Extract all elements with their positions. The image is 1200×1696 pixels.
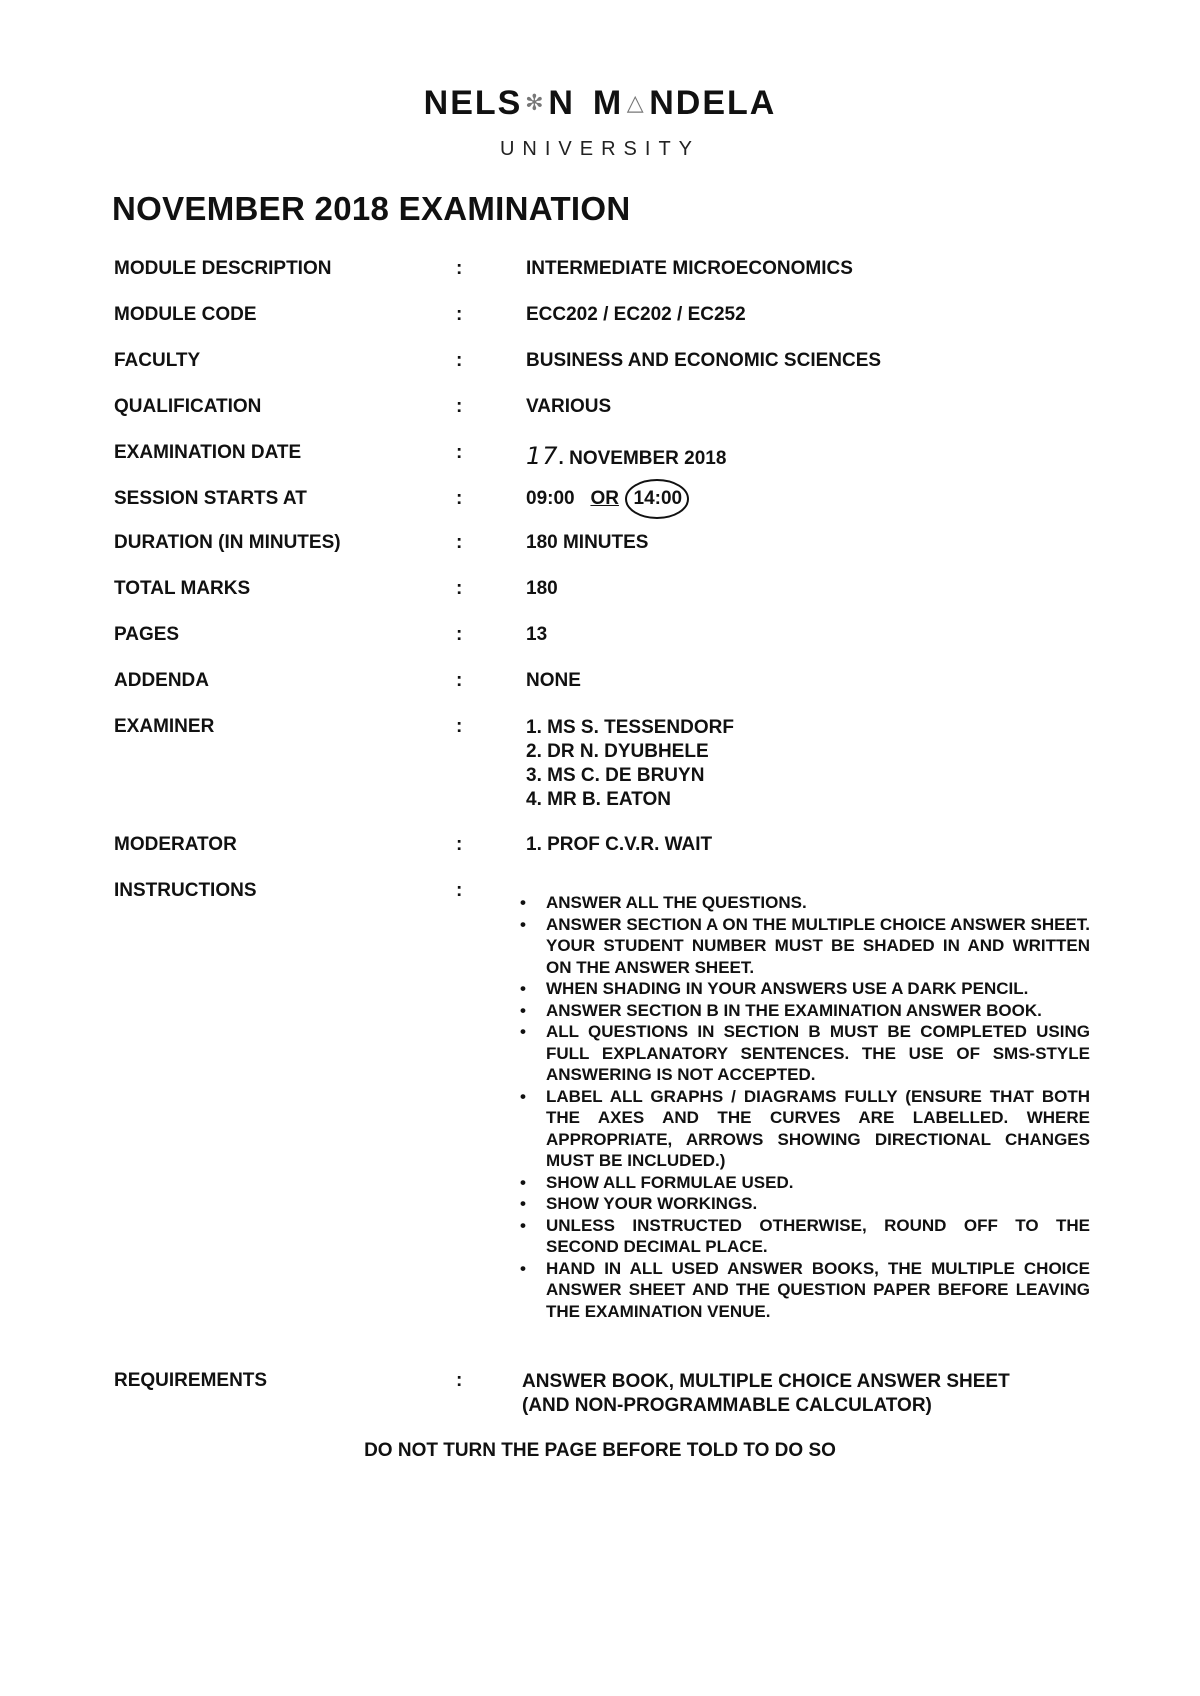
instruction-text: ANSWER SECTION A ON THE MULTIPLE CHOICE ANSWER SHEET. YOUR STUDENT NUMBER MUST BE SHADED IN AND WRITTEN ON THE ANSWER SHEET. bbox=[546, 914, 1090, 977]
addenda-label: ADDENDA bbox=[114, 670, 209, 691]
qualification-value: VARIOUS bbox=[526, 396, 612, 417]
triangle-emblem-icon: △ bbox=[626, 90, 646, 115]
faculty-value: BUSINESS AND ECONOMIC SCIENCES bbox=[526, 350, 882, 371]
colon: : bbox=[456, 488, 463, 509]
instruction-item bbox=[520, 1021, 1090, 1086]
instruction-text: UNLESS INSTRUCTED OTHERWISE, ROUND OFF TO THE SECOND DECIMAL PLACE. bbox=[546, 1215, 1090, 1256]
examiner-list bbox=[526, 716, 734, 812]
logo-text-part3: M bbox=[592, 84, 624, 122]
module-code-label: MODULE CODE bbox=[114, 304, 257, 325]
faculty-label: FACULTY bbox=[114, 350, 201, 371]
instruction-item bbox=[520, 978, 1090, 1000]
colon: : bbox=[456, 624, 463, 645]
examiner-name: 2. DR N. DYUBHELE bbox=[526, 741, 709, 762]
circle-mark-icon bbox=[622, 476, 692, 522]
instruction-item bbox=[520, 1172, 1090, 1194]
duration-value: 180 MINUTES bbox=[526, 532, 649, 553]
session-option-afternoon: 14:00 bbox=[633, 488, 683, 509]
instruction-item bbox=[520, 914, 1090, 979]
instruction-text: SHOW ALL FORMULAE USED. bbox=[546, 1172, 794, 1192]
total-marks-label: TOTAL MARKS bbox=[114, 578, 251, 599]
logo-text-part2: N bbox=[548, 84, 575, 122]
instruction-item bbox=[520, 1193, 1090, 1215]
bullet: • bbox=[520, 1258, 526, 1278]
qualification-label: QUALIFICATION bbox=[114, 396, 262, 417]
colon: : bbox=[456, 350, 463, 371]
bullet: • bbox=[520, 893, 526, 912]
module-code-value: ECC202 / EC202 / EC252 bbox=[526, 304, 746, 325]
module-description-label: MODULE DESCRIPTION bbox=[114, 258, 332, 279]
examination-month-year: NOVEMBER 2018 bbox=[569, 448, 727, 469]
requirements-line: ANSWER BOOK, MULTIPLE CHOICE ANSWER SHEET bbox=[522, 1371, 1010, 1392]
bullet: • bbox=[520, 1215, 526, 1235]
university-subtitle: UNIVERSITY bbox=[499, 138, 701, 160]
colon: : bbox=[456, 532, 463, 553]
session-option-afternoon-circled bbox=[630, 488, 687, 510]
moderator-label: MODERATOR bbox=[114, 834, 237, 855]
examination-date-value: 17. NOVEMBER 2018 bbox=[526, 442, 727, 470]
session-starts-value bbox=[526, 488, 686, 510]
duration-label: DURATION (IN MINUTES) bbox=[114, 532, 341, 553]
logo-text-part4: NDELA bbox=[649, 84, 777, 122]
instruction-text: ALL QUESTIONS IN SECTION B MUST BE COMPLETED USING FULL EXPLANATORY SENTENCES. THE USE OF SMS-STYLE ANSWERING IS NOT ACCEPTED. bbox=[546, 1022, 1090, 1084]
footer-notice: DO NOT TURN THE PAGE BEFORE TOLD TO DO SO bbox=[364, 1440, 836, 1461]
instruction-item bbox=[520, 1215, 1090, 1258]
colon: : bbox=[456, 396, 463, 417]
examiner-label: EXAMINER bbox=[114, 716, 215, 737]
bullet: • bbox=[520, 1194, 526, 1213]
instruction-text: ANSWER SECTION B IN THE EXAMINATION ANSWER BOOK. bbox=[546, 1000, 1042, 1020]
examiner-name: 3. MS C. DE BRUYN bbox=[526, 765, 705, 786]
examination-date-label: EXAMINATION DATE bbox=[114, 442, 302, 463]
colon: : bbox=[456, 304, 463, 325]
instruction-item bbox=[520, 892, 1090, 914]
pages-value: 13 bbox=[526, 624, 548, 645]
colon: : bbox=[456, 880, 463, 901]
instruction-text: LABEL ALL GRAPHS / DIAGRAMS FULLY (ENSURE THAT BOTH THE AXES AND THE CURVES ARE LABELLED. WHERE APPROPRIATE, ARROWS SHOWING DIRECTIONAL CHANGES MUST BE INCLUDED.) bbox=[546, 1086, 1090, 1170]
instruction-text: HAND IN ALL USED ANSWER BOOKS, THE MULTIPLE CHOICE ANSWER SHEET AND THE QUESTION PAPER BEFORE LEAVING THE EXAMINATION VENUE. bbox=[546, 1258, 1090, 1321]
bullet: • bbox=[520, 1172, 526, 1192]
exam-title: NOVEMBER 2018 EXAMINATION bbox=[112, 190, 631, 227]
instruction-text: ANSWER ALL THE QUESTIONS. bbox=[546, 893, 807, 912]
colon: : bbox=[456, 716, 463, 737]
instructions-label: INSTRUCTIONS bbox=[114, 880, 257, 901]
examiner-name: 4. MR B. EATON bbox=[526, 789, 671, 810]
instruction-text: SHOW YOUR WORKINGS. bbox=[546, 1194, 758, 1213]
instruction-item bbox=[520, 1258, 1090, 1323]
session-starts-label: SESSION STARTS AT bbox=[114, 488, 307, 509]
moderator-value: 1. PROF C.V.R. WAIT bbox=[526, 834, 713, 855]
bullet: • bbox=[520, 1086, 526, 1106]
handwritten-day: 17 bbox=[526, 442, 559, 470]
instruction-item bbox=[520, 1000, 1090, 1022]
bullet: • bbox=[520, 914, 526, 934]
colon: : bbox=[456, 258, 463, 279]
total-marks-value: 180 bbox=[526, 578, 558, 599]
bullet: • bbox=[520, 979, 526, 998]
examiner-name: 1. MS S. TESSENDORF bbox=[526, 717, 734, 738]
colon: : bbox=[456, 1370, 463, 1391]
colon: : bbox=[456, 670, 463, 691]
requirements-value bbox=[522, 1370, 1010, 1418]
flower-emblem-icon: ✻ bbox=[525, 90, 546, 115]
university-logo bbox=[0, 84, 1200, 123]
instructions-list bbox=[520, 892, 1090, 1322]
bullet: • bbox=[520, 1022, 526, 1041]
requirements-line: (AND NON-PROGRAMMABLE CALCULATOR) bbox=[522, 1395, 932, 1416]
requirements-label: REQUIREMENTS bbox=[114, 1370, 268, 1391]
instruction-text: WHEN SHADING IN YOUR ANSWERS USE A DARK PENCIL. bbox=[546, 979, 1029, 998]
module-description-value: INTERMEDIATE MICROECONOMICS bbox=[526, 258, 853, 279]
instruction-item bbox=[520, 1086, 1090, 1172]
bullet: • bbox=[520, 1000, 526, 1020]
session-option-morning: 09:00 bbox=[526, 488, 575, 509]
colon: : bbox=[456, 578, 463, 599]
logo-text-part1: NELS bbox=[423, 84, 523, 122]
colon: : bbox=[456, 834, 463, 855]
addenda-value: NONE bbox=[526, 670, 581, 691]
pages-label: PAGES bbox=[114, 624, 180, 645]
colon: : bbox=[456, 442, 463, 463]
session-or: OR bbox=[590, 488, 619, 509]
